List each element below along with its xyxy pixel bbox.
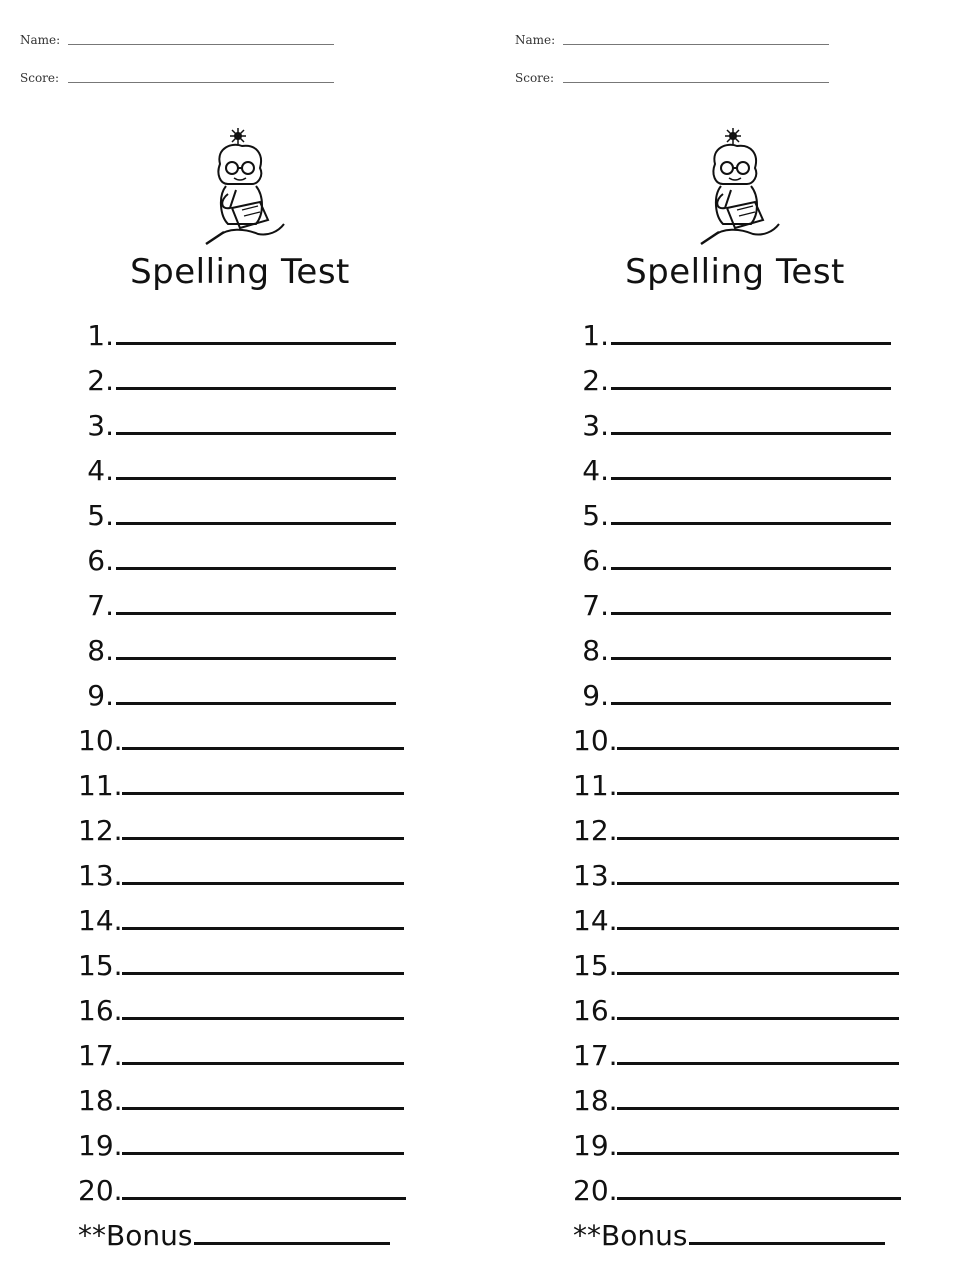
answer-item-14 — [78, 891, 406, 936]
answer-item-1 — [573, 306, 901, 351]
answer-item-15 — [573, 936, 901, 981]
answer-line-6[interactable] — [611, 567, 891, 570]
score-row — [20, 70, 334, 85]
child-reading-icon — [693, 124, 785, 248]
item-number: 10. — [573, 724, 618, 757]
answer-item-5 — [573, 486, 901, 531]
item-number: 14. — [573, 904, 618, 937]
answer-line-8[interactable] — [611, 657, 891, 660]
item-number: 15. — [78, 949, 123, 982]
answer-item-6 — [573, 531, 901, 576]
answer-item-11 — [573, 756, 901, 801]
item-number: 1. — [582, 319, 609, 352]
item-number: 16. — [78, 994, 123, 1027]
answer-line-14[interactable] — [617, 927, 899, 930]
answer-item-19 — [573, 1116, 901, 1161]
item-number: 3. — [582, 409, 609, 442]
answer-line-3[interactable] — [116, 432, 396, 435]
answer-line-5[interactable] — [116, 522, 396, 525]
answer-item-17 — [78, 1026, 406, 1071]
item-number: 5. — [582, 499, 609, 532]
item-number: 17. — [78, 1039, 123, 1072]
name-row — [515, 32, 829, 47]
item-number: 17. — [573, 1039, 618, 1072]
answer-line-20[interactable] — [122, 1197, 406, 1200]
name-field[interactable] — [68, 32, 334, 45]
bonus-line[interactable] — [689, 1242, 885, 1245]
name-field[interactable] — [563, 32, 829, 45]
item-number: 7. — [87, 589, 114, 622]
answer-item-2 — [78, 351, 406, 396]
answer-line-10[interactable] — [617, 747, 899, 750]
answer-line-11[interactable] — [617, 792, 899, 795]
answer-line-10[interactable] — [122, 747, 404, 750]
answer-item-18 — [573, 1071, 901, 1116]
answer-item-12 — [78, 801, 406, 846]
answer-line-7[interactable] — [611, 612, 891, 615]
answer-line-13[interactable] — [122, 882, 404, 885]
answer-item-8 — [78, 621, 406, 666]
answer-item-9 — [78, 666, 406, 711]
page-title: Spelling Test — [625, 252, 845, 292]
answer-line-8[interactable] — [116, 657, 396, 660]
item-number: 3. — [87, 409, 114, 442]
answer-line-9[interactable] — [116, 702, 396, 705]
answer-item-7 — [573, 576, 901, 621]
answer-line-1[interactable] — [611, 342, 891, 345]
bonus-item — [78, 1206, 406, 1251]
answer-item-18 — [78, 1071, 406, 1116]
answer-list — [573, 306, 901, 1251]
item-number: 20. — [573, 1174, 618, 1207]
name-label: Name: — [515, 33, 556, 47]
item-number: 19. — [573, 1129, 618, 1162]
answer-item-14 — [573, 891, 901, 936]
answer-line-4[interactable] — [116, 477, 396, 480]
answer-line-11[interactable] — [122, 792, 404, 795]
name-label: Name: — [20, 33, 61, 47]
answer-line-12[interactable] — [617, 837, 899, 840]
answer-line-6[interactable] — [116, 567, 396, 570]
item-number: 2. — [582, 364, 609, 397]
item-number: 11. — [573, 769, 618, 802]
answer-item-13 — [573, 846, 901, 891]
answer-item-20 — [573, 1161, 901, 1206]
answer-line-17[interactable] — [617, 1062, 899, 1065]
item-number: 12. — [573, 814, 618, 847]
score-label: Score: — [515, 71, 555, 85]
item-number: 1. — [87, 319, 114, 352]
answer-item-12 — [573, 801, 901, 846]
answer-item-9 — [573, 666, 901, 711]
answer-item-11 — [78, 756, 406, 801]
answer-item-5 — [78, 486, 406, 531]
bonus-label: **Bonus — [573, 1219, 688, 1252]
item-number: 11. — [78, 769, 123, 802]
answer-item-16 — [573, 981, 901, 1026]
answer-item-17 — [573, 1026, 901, 1071]
answer-item-20 — [78, 1161, 406, 1206]
item-number: 14. — [78, 904, 123, 937]
bonus-item — [573, 1206, 901, 1251]
item-number: 9. — [87, 679, 114, 712]
item-number: 2. — [87, 364, 114, 397]
answer-item-4 — [78, 441, 406, 486]
answer-item-10 — [78, 711, 406, 756]
answer-line-1[interactable] — [116, 342, 396, 345]
name-row — [20, 32, 334, 47]
score-field[interactable] — [563, 70, 829, 83]
answer-list — [78, 306, 406, 1251]
answer-item-1 — [78, 306, 406, 351]
answer-item-4 — [573, 441, 901, 486]
answer-line-2[interactable] — [116, 387, 396, 390]
answer-line-20[interactable] — [617, 1197, 901, 1200]
answer-line-17[interactable] — [122, 1062, 404, 1065]
answer-line-18[interactable] — [617, 1107, 899, 1110]
item-number: 13. — [573, 859, 618, 892]
answer-line-19[interactable] — [122, 1152, 404, 1155]
score-field[interactable] — [68, 70, 334, 83]
answer-line-15[interactable] — [617, 972, 899, 975]
answer-line-9[interactable] — [611, 702, 891, 705]
item-number: 16. — [573, 994, 618, 1027]
answer-line-18[interactable] — [122, 1107, 404, 1110]
item-number: 13. — [78, 859, 123, 892]
item-number: 18. — [573, 1084, 618, 1117]
answer-line-3[interactable] — [611, 432, 891, 435]
answer-line-5[interactable] — [611, 522, 891, 525]
answer-line-12[interactable] — [122, 837, 404, 840]
item-number: 12. — [78, 814, 123, 847]
answer-line-2[interactable] — [611, 387, 891, 390]
item-number: 8. — [582, 634, 609, 667]
item-number: 6. — [87, 544, 114, 577]
bonus-line[interactable] — [194, 1242, 390, 1245]
spelling-test-sheet-right — [495, 0, 980, 1266]
answer-item-13 — [78, 846, 406, 891]
answer-item-2 — [573, 351, 901, 396]
item-number: 4. — [87, 454, 114, 487]
item-number: 15. — [573, 949, 618, 982]
item-number: 10. — [78, 724, 123, 757]
page-title: Spelling Test — [130, 252, 350, 292]
item-number: 19. — [78, 1129, 123, 1162]
bonus-label: **Bonus — [78, 1219, 193, 1252]
answer-line-16[interactable] — [617, 1017, 899, 1020]
item-number: 18. — [78, 1084, 123, 1117]
answer-item-19 — [78, 1116, 406, 1161]
item-number: 6. — [582, 544, 609, 577]
item-number: 20. — [78, 1174, 123, 1207]
answer-item-6 — [78, 531, 406, 576]
answer-line-7[interactable] — [116, 612, 396, 615]
answer-line-4[interactable] — [611, 477, 891, 480]
item-number: 8. — [87, 634, 114, 667]
answer-item-10 — [573, 711, 901, 756]
item-number: 9. — [582, 679, 609, 712]
answer-line-14[interactable] — [122, 927, 404, 930]
answer-item-8 — [573, 621, 901, 666]
item-number: 4. — [582, 454, 609, 487]
item-number: 5. — [87, 499, 114, 532]
answer-line-15[interactable] — [122, 972, 404, 975]
answer-item-3 — [573, 396, 901, 441]
answer-line-13[interactable] — [617, 882, 899, 885]
answer-item-7 — [78, 576, 406, 621]
score-label: Score: — [20, 71, 60, 85]
answer-item-16 — [78, 981, 406, 1026]
answer-item-15 — [78, 936, 406, 981]
child-reading-icon — [198, 124, 290, 248]
answer-line-16[interactable] — [122, 1017, 404, 1020]
item-number: 7. — [582, 589, 609, 622]
answer-line-19[interactable] — [617, 1152, 899, 1155]
score-row — [515, 70, 829, 85]
answer-item-3 — [78, 396, 406, 441]
